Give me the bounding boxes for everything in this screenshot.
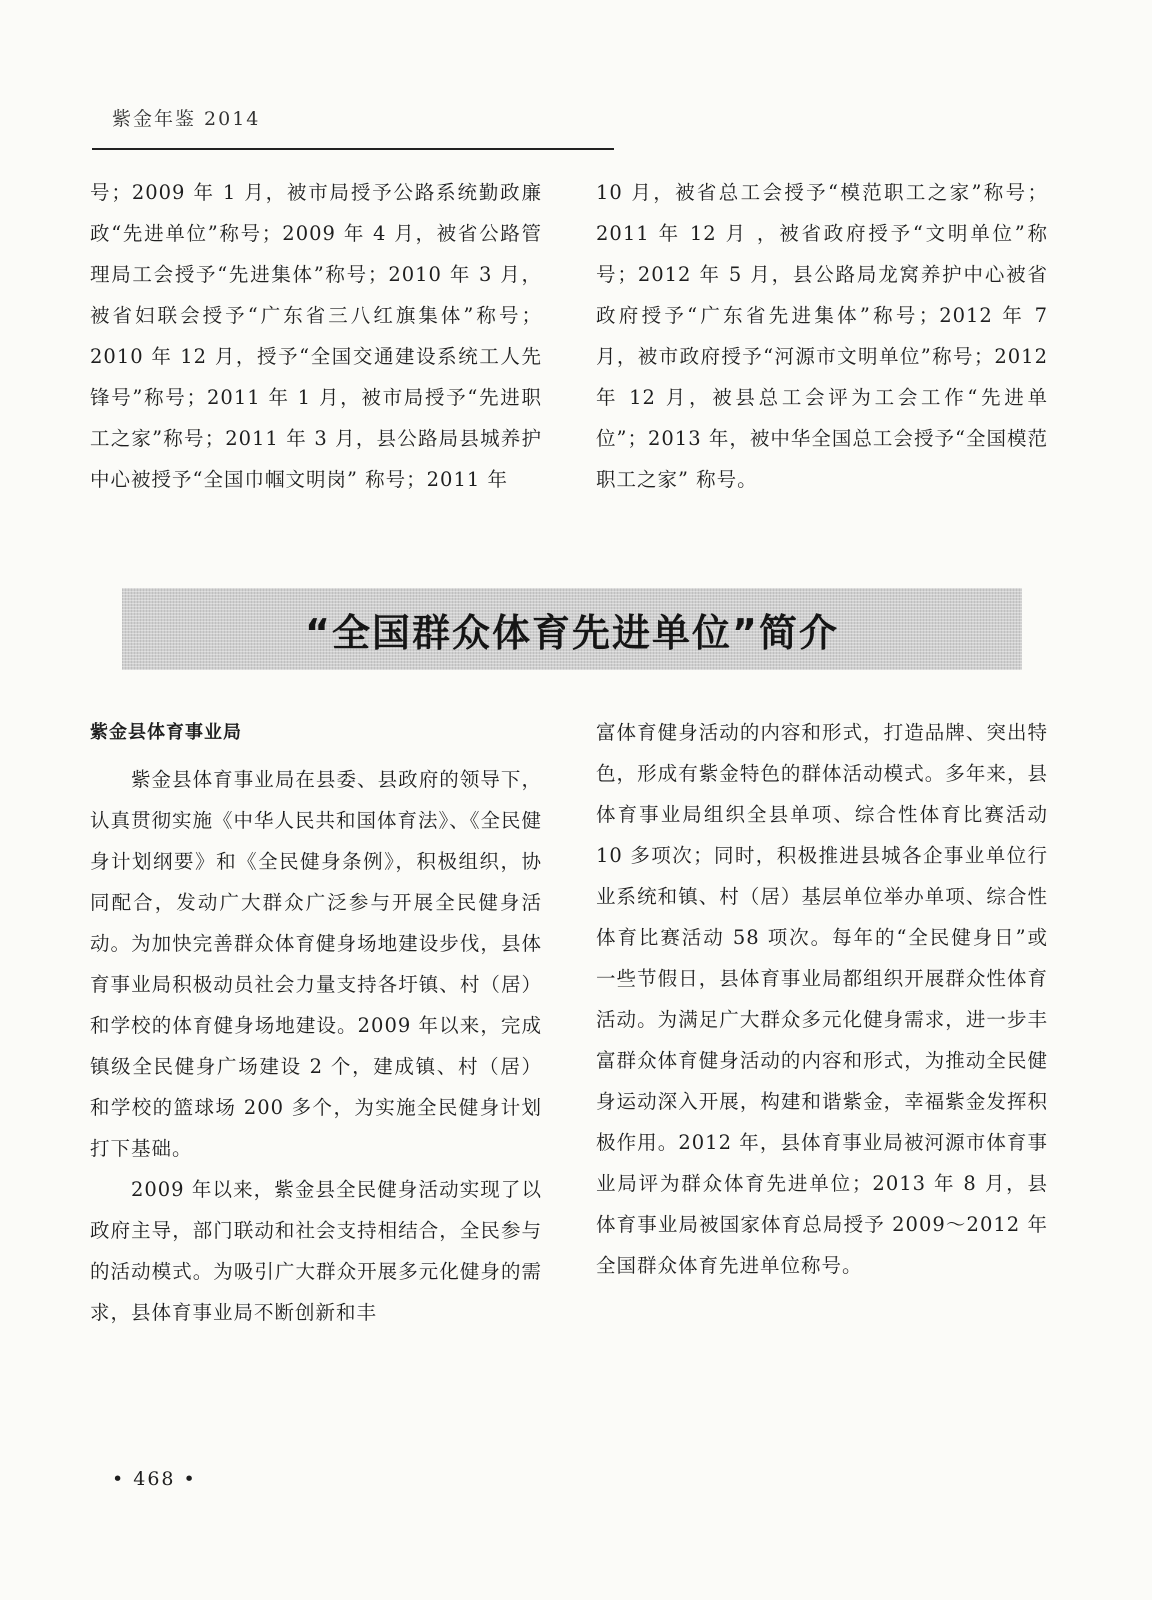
article-paragraph-2: 2009 年以来，紫金县全民健身活动实现了以政府主导，部门联动和社会支持相结合，全民参与的活动模式。为吸引广大群众开展多元化健身的需求，县体育事业局不断创新和丰 [90, 1178, 542, 1324]
article-right-column [596, 712, 1048, 1286]
banner-title: “全国群众体育先进单位”简介 [305, 610, 839, 655]
continued-paragraph-left: 号；2009 年 1 月，被市局授予公路系统勤政廉政“先进单位”称号；2009 年 4 月，被省公路管理局工会授予“先进集体”称号；2010 年 3 月，被省妇联会授予“广东省三八红旗集体”称号；2010 年 12 月，授予“全国交通建设系统工人先锋号”称号；2011 年 1 月，被市局授予“先进职工之家”称号；2011 年 3 月，县公路局县城养护中心被授予“全国巾帼文明岗” 称号；2011 年 [90, 181, 542, 491]
continued-paragraph-right: 10 月，被省总工会授予“模范职工之家”称号；2011 年 12 月 ，被省政府授予“文明单位”称号；2012 年 5 月，县公路局龙窝养护中心被省政府授予“广东省先进集体”称号；2012 年 7 月，被市政府授予“河源市文明单位”称号；2012 年 12 月，被县总工会评为工会工作“先进单位”；2013 年，被中华全国总工会授予“全国模范职工之家” 称号。 [596, 181, 1048, 491]
article-paragraph-continued: 富体育健身活动的内容和形式，打造品牌、突出特色，形成有紫金特色的群体活动模式。多年来，县体育事业局组织全县单项、综合性体育比赛活动 10 多项次；同时，积极推进县城各企事业单位行业系统和镇、村（居）基层单位举办单项、综合性体育比赛活动 58 项次。每年的“全民健身日”或一些节假日，县体育事业局都组织开展群众性体育活动。为满足广大群众多元化健身需求，进一步丰富群众体育健身活动的内容和形式，为推动全民健身运动深入开展，构建和谐紫金，幸福紫金发挥积极作用。2012 年，县体育事业局被河源市体育事业局评为群众体育先进单位；2013 年 8 月，县体育事业局被国家体育总局授予 2009～2012 年全国群众体育先进单位称号。 [596, 721, 1048, 1277]
running-head: 紫金年鉴 2014 [112, 108, 261, 130]
header-rule [92, 148, 614, 150]
page-number: • 468 • [112, 1468, 197, 1490]
top-right-column [596, 172, 1048, 500]
article-paragraph-1: 紫金县体育事业局在县委、县政府的领导下，认真贯彻实施《中华人民共和国体育法》、《全民健身计划纲要》和《全民健身条例》，积极组织，协同配合，发动广大群众广泛参与开展全民健身活动。为加快完善群众体育健身场地建设步伐，县体育事业局积极动员社会力量支持各圩镇、村（居）和学校的体育健身场地建设。2009 年以来，完成镇级全民健身广场建设 2 个，建成镇、村（居）和学校的篮球场 200 多个，为实施全民健身计划打下基础。 [90, 768, 543, 1160]
section-banner [122, 588, 1022, 670]
top-left-column [90, 172, 542, 500]
article-heading: 紫金县体育事业局 [90, 722, 242, 743]
article-left-column [90, 712, 542, 1333]
